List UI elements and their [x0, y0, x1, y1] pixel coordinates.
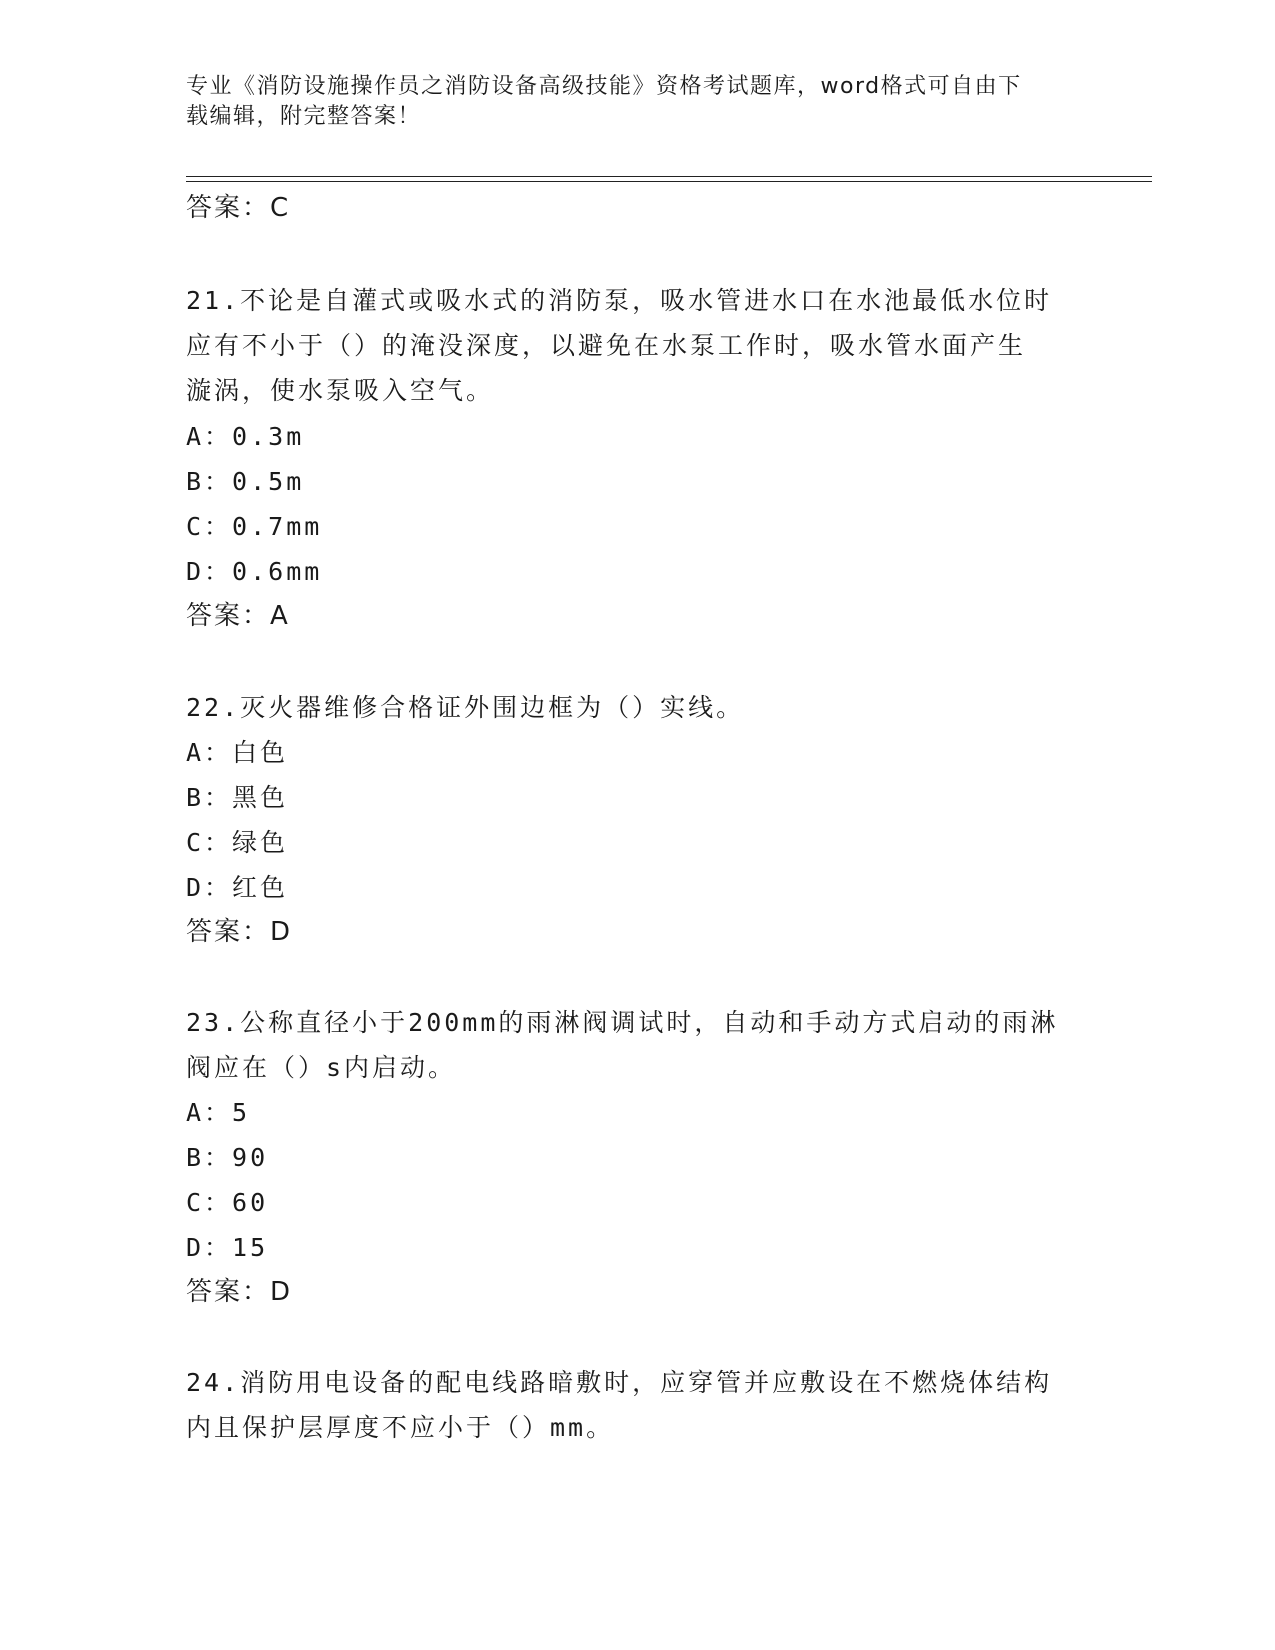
q22-option-b: B：黑色	[186, 783, 289, 812]
q22-option-a: A：白色	[186, 738, 289, 767]
q24-text-line-1: 24.消防用电设备的配电线路暗敷时，应穿管并应敷设在不燃烧体结构	[186, 1368, 1053, 1397]
q23-option-c: C：60	[186, 1188, 269, 1217]
q21-option-b: B：0.5m	[186, 467, 305, 496]
header-divider	[186, 176, 1152, 177]
q21-option-d: D：0.6mm	[186, 557, 323, 586]
q23-text-line-2: 阀应在（）s内启动。	[186, 1053, 457, 1082]
q21-text-line-1: 21.不论是自灌式或吸水式的消防泵，吸水管进水口在水池最低水位时	[186, 286, 1053, 315]
q23-option-d: D：15	[186, 1233, 269, 1262]
header-line-1: 专业《消防设施操作员之消防设备高级技能》资格考试题库，word格式可自由下	[186, 74, 1022, 99]
q21-text-line-2: 应有不小于（）的淹没深度，以避免在水泵工作时，吸水管水面产生	[186, 331, 1027, 360]
q24-text-line-2: 内且保护层厚度不应小于（）mm。	[186, 1413, 615, 1442]
q23-option-a: A：5	[186, 1098, 251, 1127]
q22-answer: 答案：D	[186, 917, 293, 947]
q21-text-line-3: 漩涡，使水泵吸入空气。	[186, 376, 495, 405]
q21-option-c: C：0.7mm	[186, 512, 323, 541]
q22-option-c: C：绿色	[186, 828, 289, 857]
q22-text-line-1: 22.灭火器维修合格证外围边框为（）实线。	[186, 693, 745, 722]
header-divider-second	[186, 181, 1152, 182]
prev-answer: 答案：C	[186, 193, 291, 223]
header-line-2: 载编辑，附完整答案！	[186, 104, 422, 129]
q23-answer: 答案：D	[186, 1277, 293, 1307]
q22-option-d: D：红色	[186, 873, 289, 902]
q21-option-a: A：0.3m	[186, 422, 305, 451]
document-header	[186, 72, 1066, 132]
q23-option-b: B：90	[186, 1143, 269, 1172]
q21-answer: 答案：A	[186, 601, 290, 631]
q23-text-line-1: 23.公称直径小于200mm的雨淋阀调试时，自动和手动方式启动的雨淋	[186, 1008, 1059, 1037]
